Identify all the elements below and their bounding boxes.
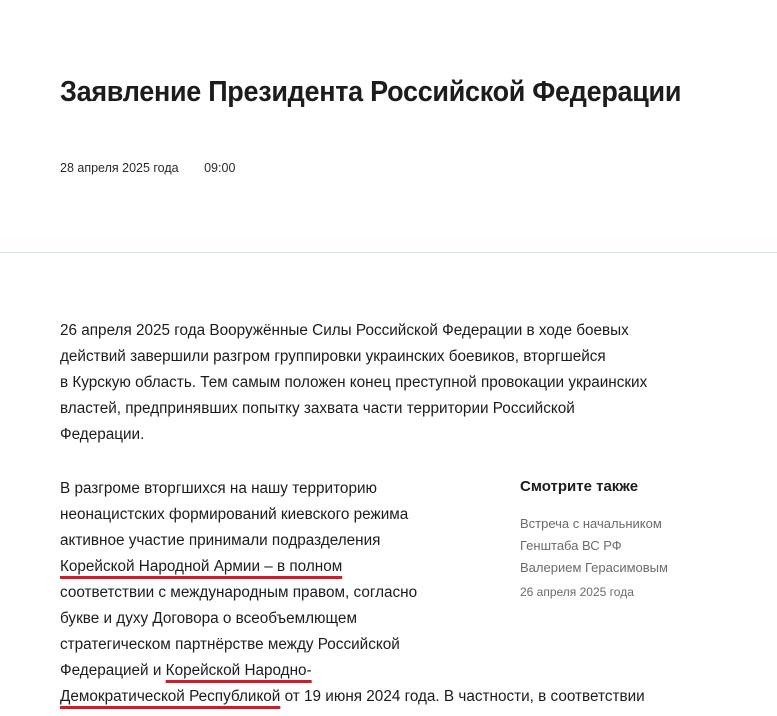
highlighted-text: Корейской Народной Армии – в полном: [60, 558, 343, 575]
paragraph-text: от 19 июня 2024 года. В частности, в соответствии: [280, 688, 645, 705]
article-paragraph-1: [60, 318, 647, 448]
paragraph-line: активное участие принимали подразделения: [60, 532, 381, 549]
see-also-heading: Смотрите также: [520, 478, 639, 495]
paragraph-line: в Курскую область. Тем самым положен конец преступной провокации украинских: [60, 374, 648, 391]
related-article-date: 26 апреля 2025 года: [520, 585, 634, 599]
paragraph-line: [60, 684, 645, 710]
related-link-line: Генштаба ВС РФ: [520, 538, 622, 553]
paragraph-line: [60, 658, 645, 684]
paragraph-line: властей, предпринявших попытку захвата части территории Российской: [60, 400, 575, 417]
page-title: Заявление Президента Российской Федерации: [60, 76, 682, 108]
highlighted-text: Демократической Республикой: [60, 688, 281, 705]
header-divider: [0, 252, 777, 253]
article-date: 28 апреля 2025 года: [60, 161, 179, 175]
article-meta: [60, 161, 235, 175]
paragraph-line: В разгроме вторгшихся на нашу территорию: [60, 480, 377, 497]
paragraph-line: 26 апреля 2025 года Вооружённые Силы Российской Федерации в ходе боевых: [60, 322, 629, 339]
paragraph-line: стратегическом партнёрстве между Российской: [60, 636, 400, 653]
paragraph-line: букве и духу Договора о всеобъемлющем: [60, 610, 357, 627]
paragraph-line: действий завершили разгром группировки украинских боевиков, вторгшейся: [60, 348, 606, 365]
related-link-line: Валерием Герасимовым: [520, 560, 668, 575]
paragraph-text: Федерацией и: [60, 662, 166, 679]
highlighted-text: Корейской Народно-: [165, 662, 312, 679]
see-also-panel: [520, 478, 760, 599]
related-article-link[interactable]: [520, 513, 760, 579]
paragraph-line: соответствии с международным правом, согласно: [60, 584, 418, 601]
paragraph-line: неонацистских формирований киевского режима: [60, 506, 409, 523]
article-time: 09:00: [204, 161, 236, 175]
related-link-line: Встреча с начальником: [520, 516, 662, 531]
paragraph-line: Федерации.: [60, 426, 145, 443]
